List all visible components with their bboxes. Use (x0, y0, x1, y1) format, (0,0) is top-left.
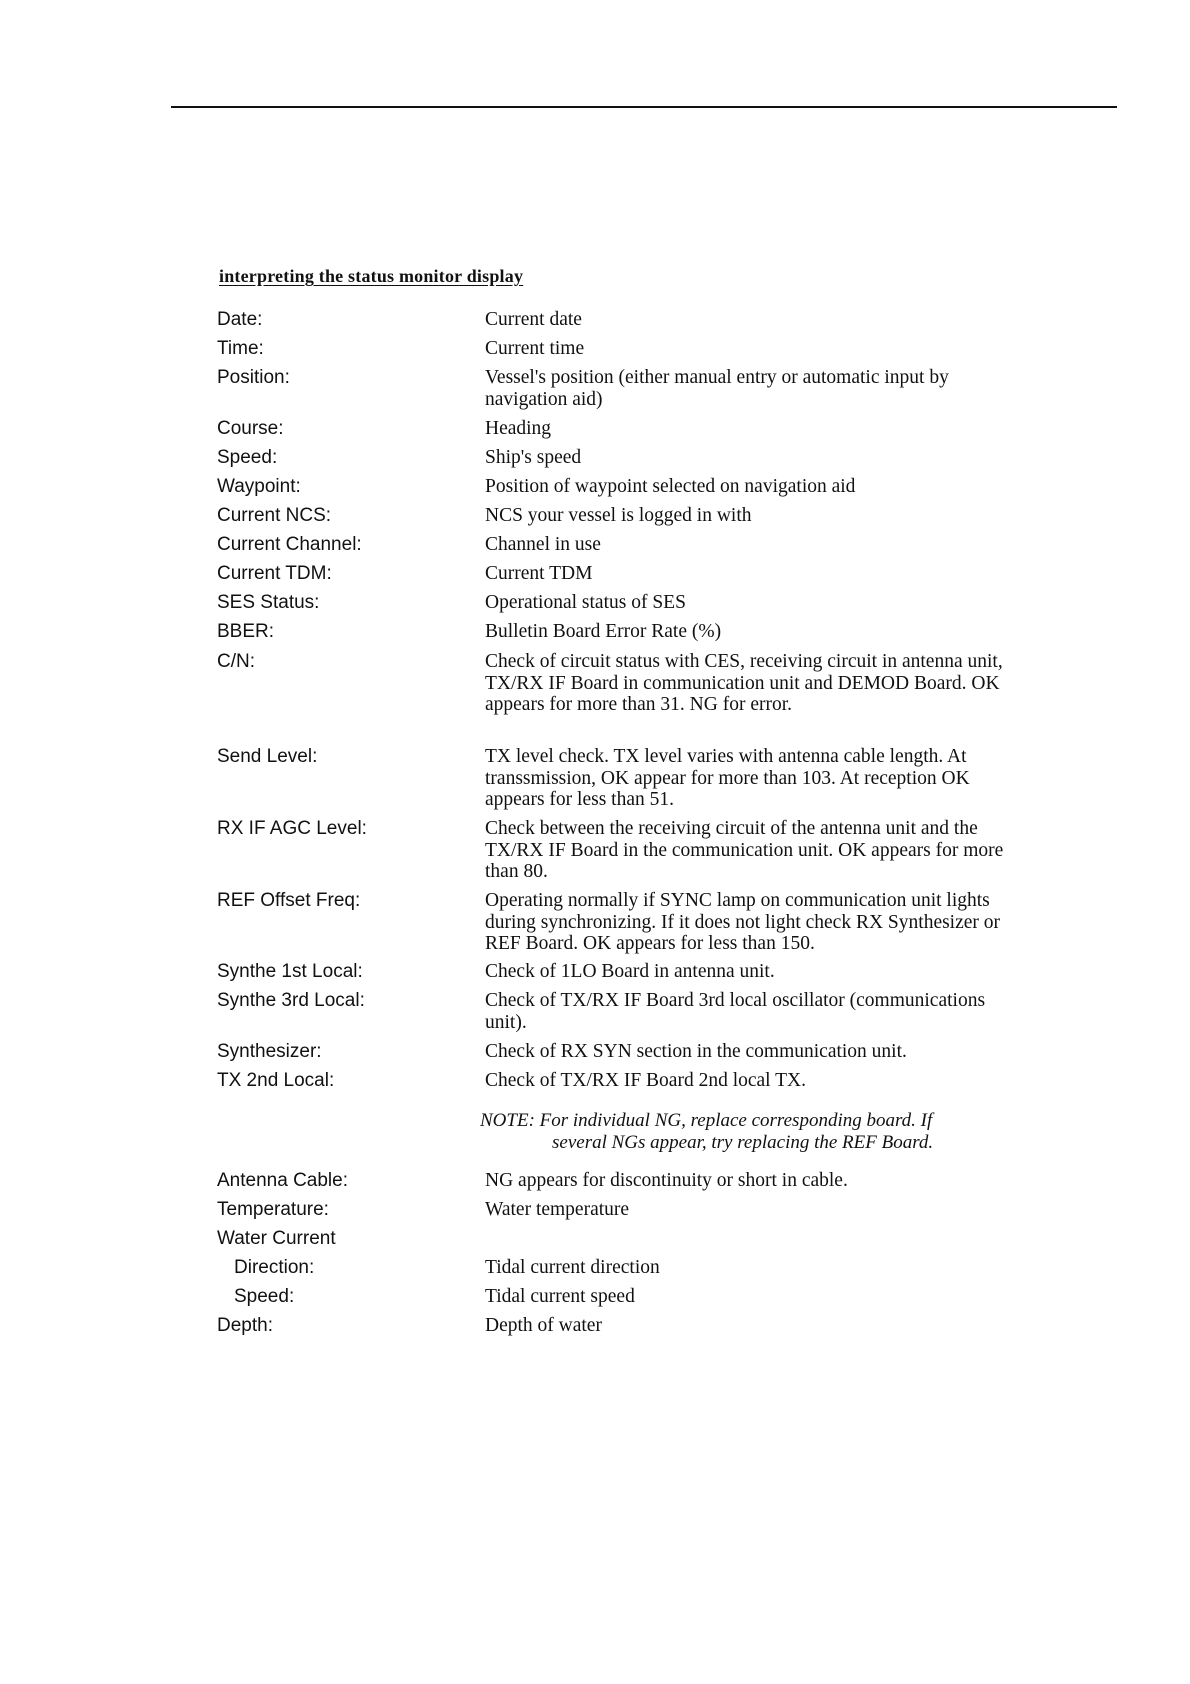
term-description: Position of waypoint selected on navigation aid (485, 476, 856, 497)
term-description: Bulletin Board Error Rate (%) (485, 621, 722, 642)
term-description: Operational status of SES (485, 592, 686, 613)
term-description: NG appears for discontinuity or short in cable. (485, 1170, 848, 1191)
term-description: Heading (485, 418, 552, 439)
note (480, 1110, 1020, 1153)
term-label: Position: (217, 367, 290, 388)
term-label: Send Level: (217, 746, 318, 767)
term-label: Current NCS: (217, 505, 332, 526)
term-label: C/N: (217, 651, 255, 672)
term-description: Water temperature (485, 1199, 630, 1220)
term-description: Tidal current direction (485, 1257, 660, 1278)
term-label: Speed: (234, 1286, 295, 1307)
term-label: Depth: (217, 1315, 273, 1336)
term-description: NCS your vessel is logged in with (485, 505, 752, 526)
section-title: interpreting the status monitor display (219, 266, 524, 286)
term-description: Check between the receiving circuit of the antenna unit and the TX/RX IF Board in the communication unit. OK appears for more than 80. (485, 818, 1004, 882)
term-description: Check of RX SYN section in the communication unit. (485, 1041, 907, 1062)
term-label: SES Status: (217, 592, 320, 613)
term-label: Synthe 3rd Local: (217, 990, 365, 1011)
term-label: Synthesizer: (217, 1041, 322, 1062)
term-label: REF Offset Freq: (217, 890, 361, 911)
term-label: Direction: (234, 1257, 315, 1278)
term-description: Check of TX/RX IF Board 2nd local TX. (485, 1070, 806, 1091)
term-label: Waypoint: (217, 476, 301, 497)
note-line: NOTE: For individual NG, replace corresponding board. If (480, 1110, 933, 1131)
term-description: Check of circuit status with CES, receiving circuit in antenna unit, TX/RX IF Board in communication unit and DEMOD Board. OK appears for more than 31. NG for error. (485, 651, 1003, 715)
term-description: Check of 1LO Board in antenna unit. (485, 961, 775, 982)
term-description: Current time (485, 338, 585, 359)
term-description: Depth of water (485, 1315, 602, 1336)
term-description: Ship's speed (485, 447, 582, 468)
term-label: RX IF AGC Level: (217, 818, 367, 839)
term-description: Operating normally if SYNC lamp on communication unit lights during synchronizing. If it does not light check RX Synthesizer or REF Board. OK appears for less than 150. (485, 890, 1001, 954)
term-label: BBER: (217, 621, 275, 642)
term-label: Date: (217, 309, 263, 330)
term-label: Course: (217, 418, 284, 439)
term-label: TX 2nd Local: (217, 1070, 335, 1091)
term-label: Antenna Cable: (217, 1170, 348, 1191)
term-description: Current TDM (485, 563, 593, 584)
term-description: Vessel's position (either manual entry or automatic input by navigation aid) (485, 367, 949, 410)
term-description: Channel in use (485, 534, 601, 555)
term-label: Synthe 1st Local: (217, 961, 363, 982)
term-label: Speed: (217, 447, 278, 468)
term-description: Tidal current speed (485, 1286, 635, 1307)
term-description: Check of TX/RX IF Board 3rd local oscillator (communications unit). (485, 990, 986, 1033)
term-label: Current TDM: (217, 563, 332, 584)
term-label: Temperature: (217, 1199, 329, 1220)
top-rule (171, 106, 1117, 108)
note-line: several NGs appear, try replacing the REF Board. (552, 1131, 934, 1153)
term-description: TX level check. TX level varies with antenna cable length. At transsmission, OK appear for more than 103. At reception OK appears for less than 51. (485, 746, 970, 810)
term-label: Water Current (217, 1228, 336, 1249)
term-label: Current Channel: (217, 534, 362, 555)
term-description: Current date (485, 309, 582, 330)
term-label: Time: (217, 338, 264, 359)
